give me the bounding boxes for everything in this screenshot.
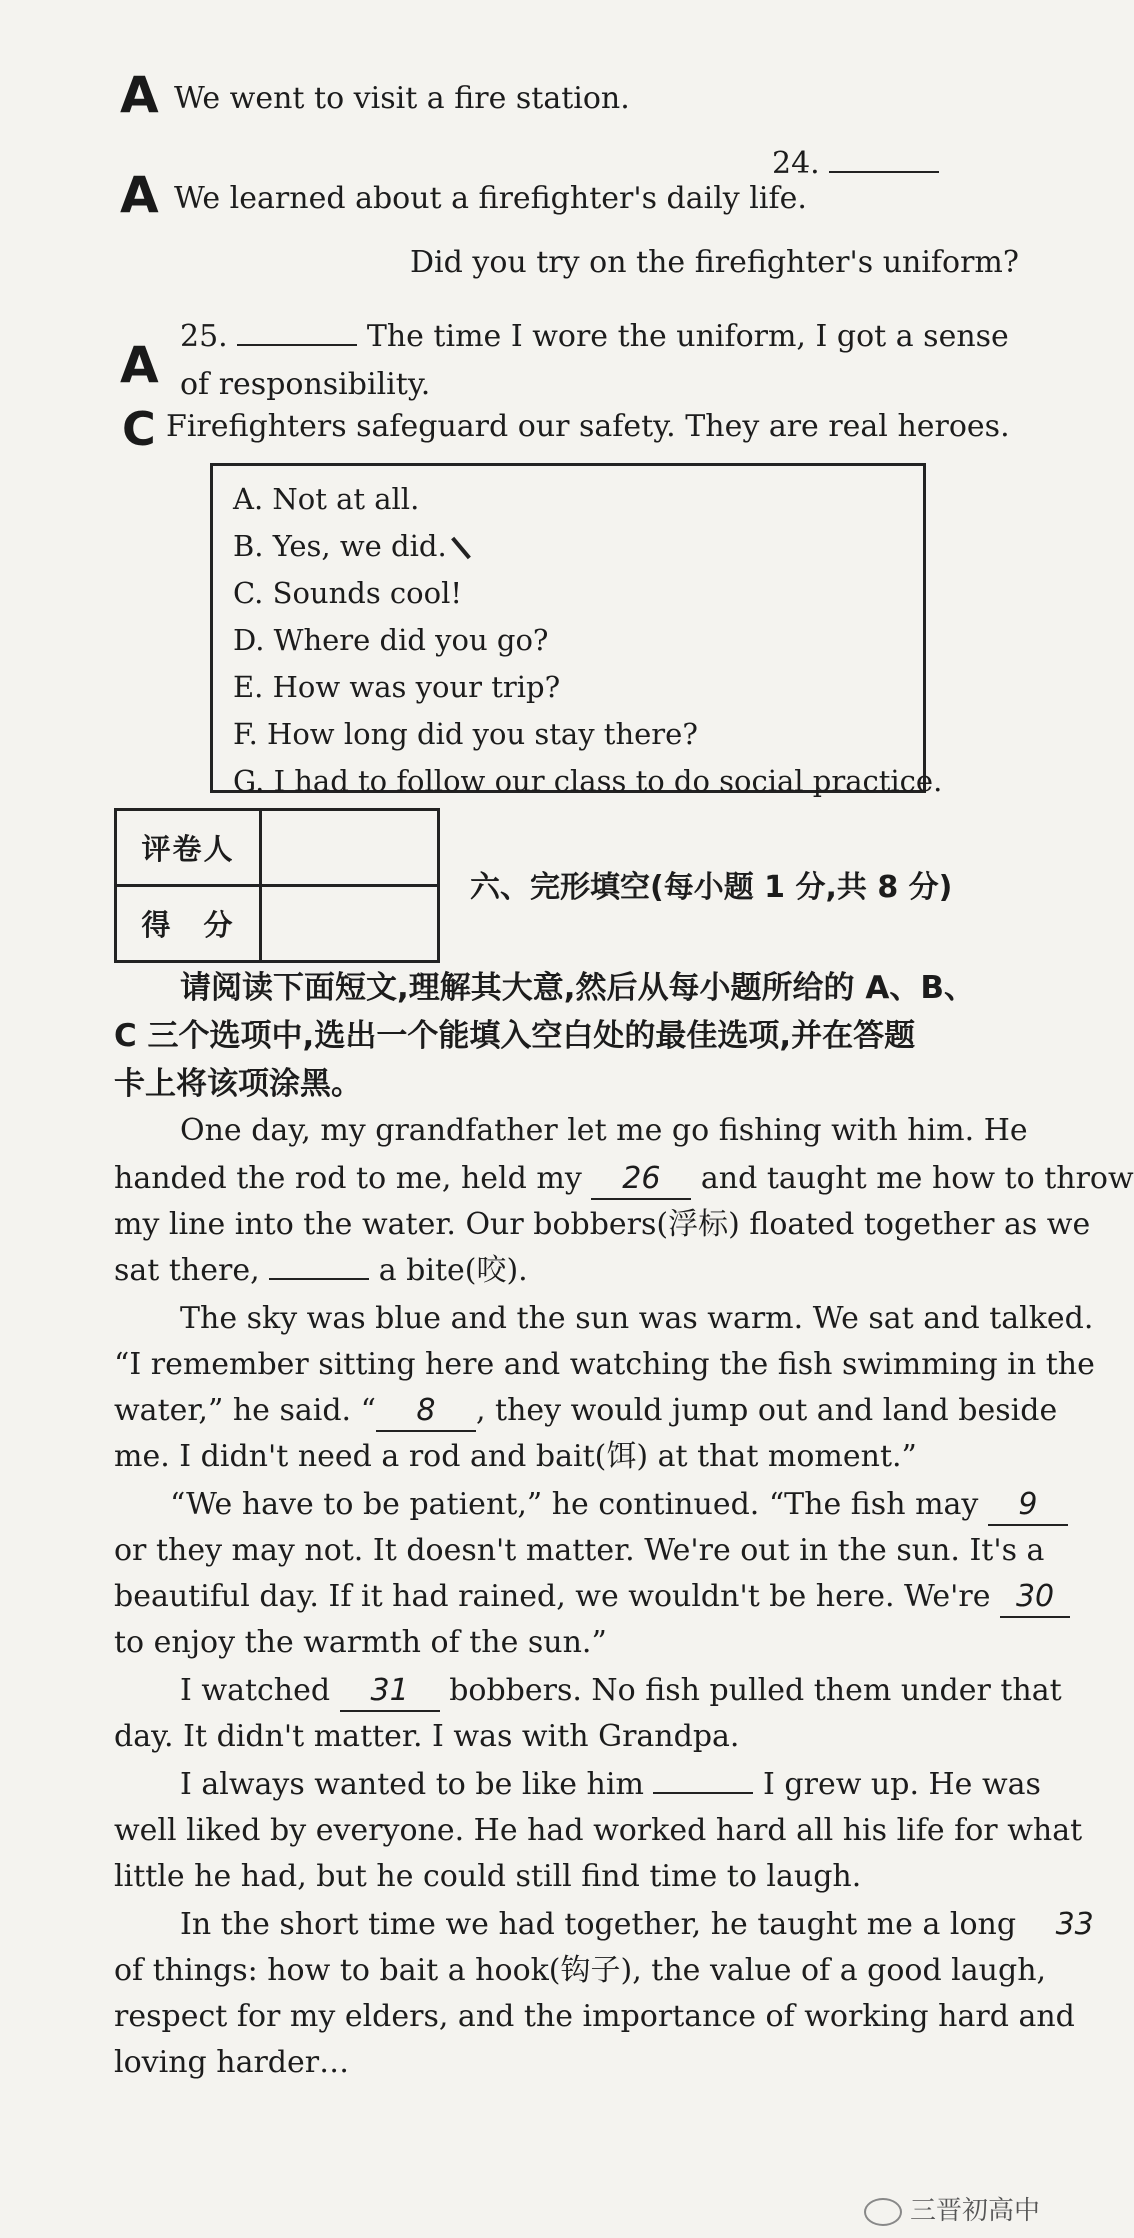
blank-30[interactable]: 30 <box>1000 1578 1070 1618</box>
blank-27[interactable] <box>269 1278 369 1280</box>
passage-line <box>114 1578 1070 1618</box>
answer-blank[interactable] <box>829 171 939 173</box>
score-cell[interactable] <box>261 886 439 962</box>
passage-line: or they may not. It doesn't matter. We're out in the sun. It's a <box>114 1533 1045 1568</box>
passage-text: I watched <box>180 1673 331 1708</box>
passage-text: a bite(咬). <box>378 1253 528 1288</box>
speaker-c-label: C <box>122 402 156 456</box>
blank-32[interactable] <box>653 1792 753 1794</box>
passage-text: I always wanted to be like him <box>180 1767 644 1802</box>
passage-line: well liked by everyone. He had worked hard all his life for what <box>114 1813 1083 1848</box>
option-g: G. I had to follow our class to do social practice. <box>233 764 943 798</box>
options-box <box>210 463 943 798</box>
instruction-line: 请阅读下面短文,理解其大意,然后从每小题所给的 A、B、 <box>180 970 975 1006</box>
blank-29[interactable]: 9 <box>988 1486 1068 1526</box>
option-b-text: B. Yes, we did. <box>233 529 447 563</box>
pen-tick-mark <box>451 537 471 559</box>
passage-line <box>180 1906 1094 1944</box>
speaker-a-label: A <box>120 166 159 224</box>
passage-line <box>114 1252 528 1290</box>
score-table <box>114 808 440 963</box>
blank-26[interactable]: 26 <box>591 1160 691 1200</box>
passage-text: beautiful day. If it had rained, we wouldn't be here. We're <box>114 1579 991 1614</box>
dialogue-line: We learned about a firefighter's daily life. <box>174 181 807 216</box>
passage-line: little he had, but he could still find time to laugh. <box>114 1859 862 1894</box>
passage-line: The sky was blue and the sun was warm. We sat and talked. <box>180 1301 1094 1336</box>
passage-text: and taught me how to throw <box>700 1161 1134 1196</box>
passage-line: of things: how to bait a hook(钩子), the value of a good laugh, <box>114 1953 1047 1988</box>
question-number: 24. <box>772 146 820 181</box>
passage-line: day. It didn't matter. I was with Grandpa. <box>114 1719 740 1754</box>
passage-line: “I remember sitting here and watching the fish swimming in the <box>114 1347 1095 1382</box>
blank-28[interactable]: 8 <box>376 1392 476 1432</box>
passage-line: my line into the water. Our bobbers(浮标) floated together as we <box>114 1207 1091 1242</box>
question-24 <box>772 145 939 183</box>
passage-line: One day, my grandfather let me go fishing with him. He <box>180 1113 1028 1148</box>
passage-line: me. I didn't need a rod and bait(饵) at that moment.” <box>114 1439 917 1474</box>
dialogue-line-25 <box>180 318 1009 356</box>
dialogue-line: of responsibility. <box>180 367 431 402</box>
blank-31[interactable]: 31 <box>340 1672 440 1712</box>
instruction-line: C 三个选项中,选出一个能填入空白处的最佳选项,并在答题 <box>114 1018 916 1054</box>
dialogue-line: Did you try on the firefighter's uniform? <box>410 245 1019 280</box>
passage-line <box>180 1766 1041 1804</box>
question-number: 25. <box>180 319 228 354</box>
dialogue-line: Firefighters safeguard our safety. They are real heroes. <box>166 409 1010 444</box>
wechat-icon <box>864 2198 902 2226</box>
option-b <box>233 523 923 570</box>
passage-text: I grew up. He was <box>763 1767 1041 1802</box>
passage-text: In the short time we had together, he taught me a long <box>180 1907 1017 1942</box>
passage-line: respect for my elders, and the importance of working hard and <box>114 1999 1075 2034</box>
option-d: D. Where did you go? <box>233 623 549 657</box>
option-f: F. How long did you stay there? <box>233 717 698 751</box>
speaker-a-label: A <box>120 66 159 124</box>
option-c: C. Sounds cool! <box>233 576 463 610</box>
option-e: E. How was your trip? <box>233 670 561 704</box>
instruction-line: 卡上将该项涂黑。 <box>114 1066 362 1102</box>
passage-line <box>180 1672 1062 1712</box>
dialogue-text: The time I wore the uniform, I got a sense <box>366 319 1009 354</box>
passage-line: to enjoy the warmth of the sun.” <box>114 1625 607 1660</box>
passage-text: bobbers. No fish pulled them under that <box>449 1673 1062 1708</box>
watermark-text: 三晋初高中 <box>909 2196 1040 2226</box>
section-title: 六、完形填空(每小题 1 分,共 8 分) <box>470 870 953 905</box>
passage-line <box>114 1392 1057 1432</box>
passage-text: handed the rod to me, held my <box>114 1161 582 1196</box>
option-a: A. Not at all. <box>233 482 420 516</box>
grader-label: 评卷人 <box>116 810 261 886</box>
passage-text: water,” he said. “ <box>114 1393 376 1428</box>
passage-line: loving harder… <box>114 2045 350 2080</box>
passage-text: , they would jump out and land beside <box>475 1393 1058 1428</box>
speaker-a-label: A <box>120 336 159 394</box>
grader-cell[interactable] <box>261 810 439 886</box>
dialogue-line: We went to visit a fire station. <box>174 81 630 116</box>
blank-33[interactable]: 33 <box>1055 1907 1094 1942</box>
passage-text: “We have to be patient,” he continued. “The fish may <box>170 1487 979 1522</box>
passage-line <box>170 1486 1068 1526</box>
answer-blank[interactable] <box>237 344 357 346</box>
passage-text: sat there, <box>114 1253 260 1288</box>
watermark <box>864 2190 1040 2227</box>
passage-line <box>114 1160 1134 1200</box>
score-label: 得 分 <box>116 886 261 962</box>
